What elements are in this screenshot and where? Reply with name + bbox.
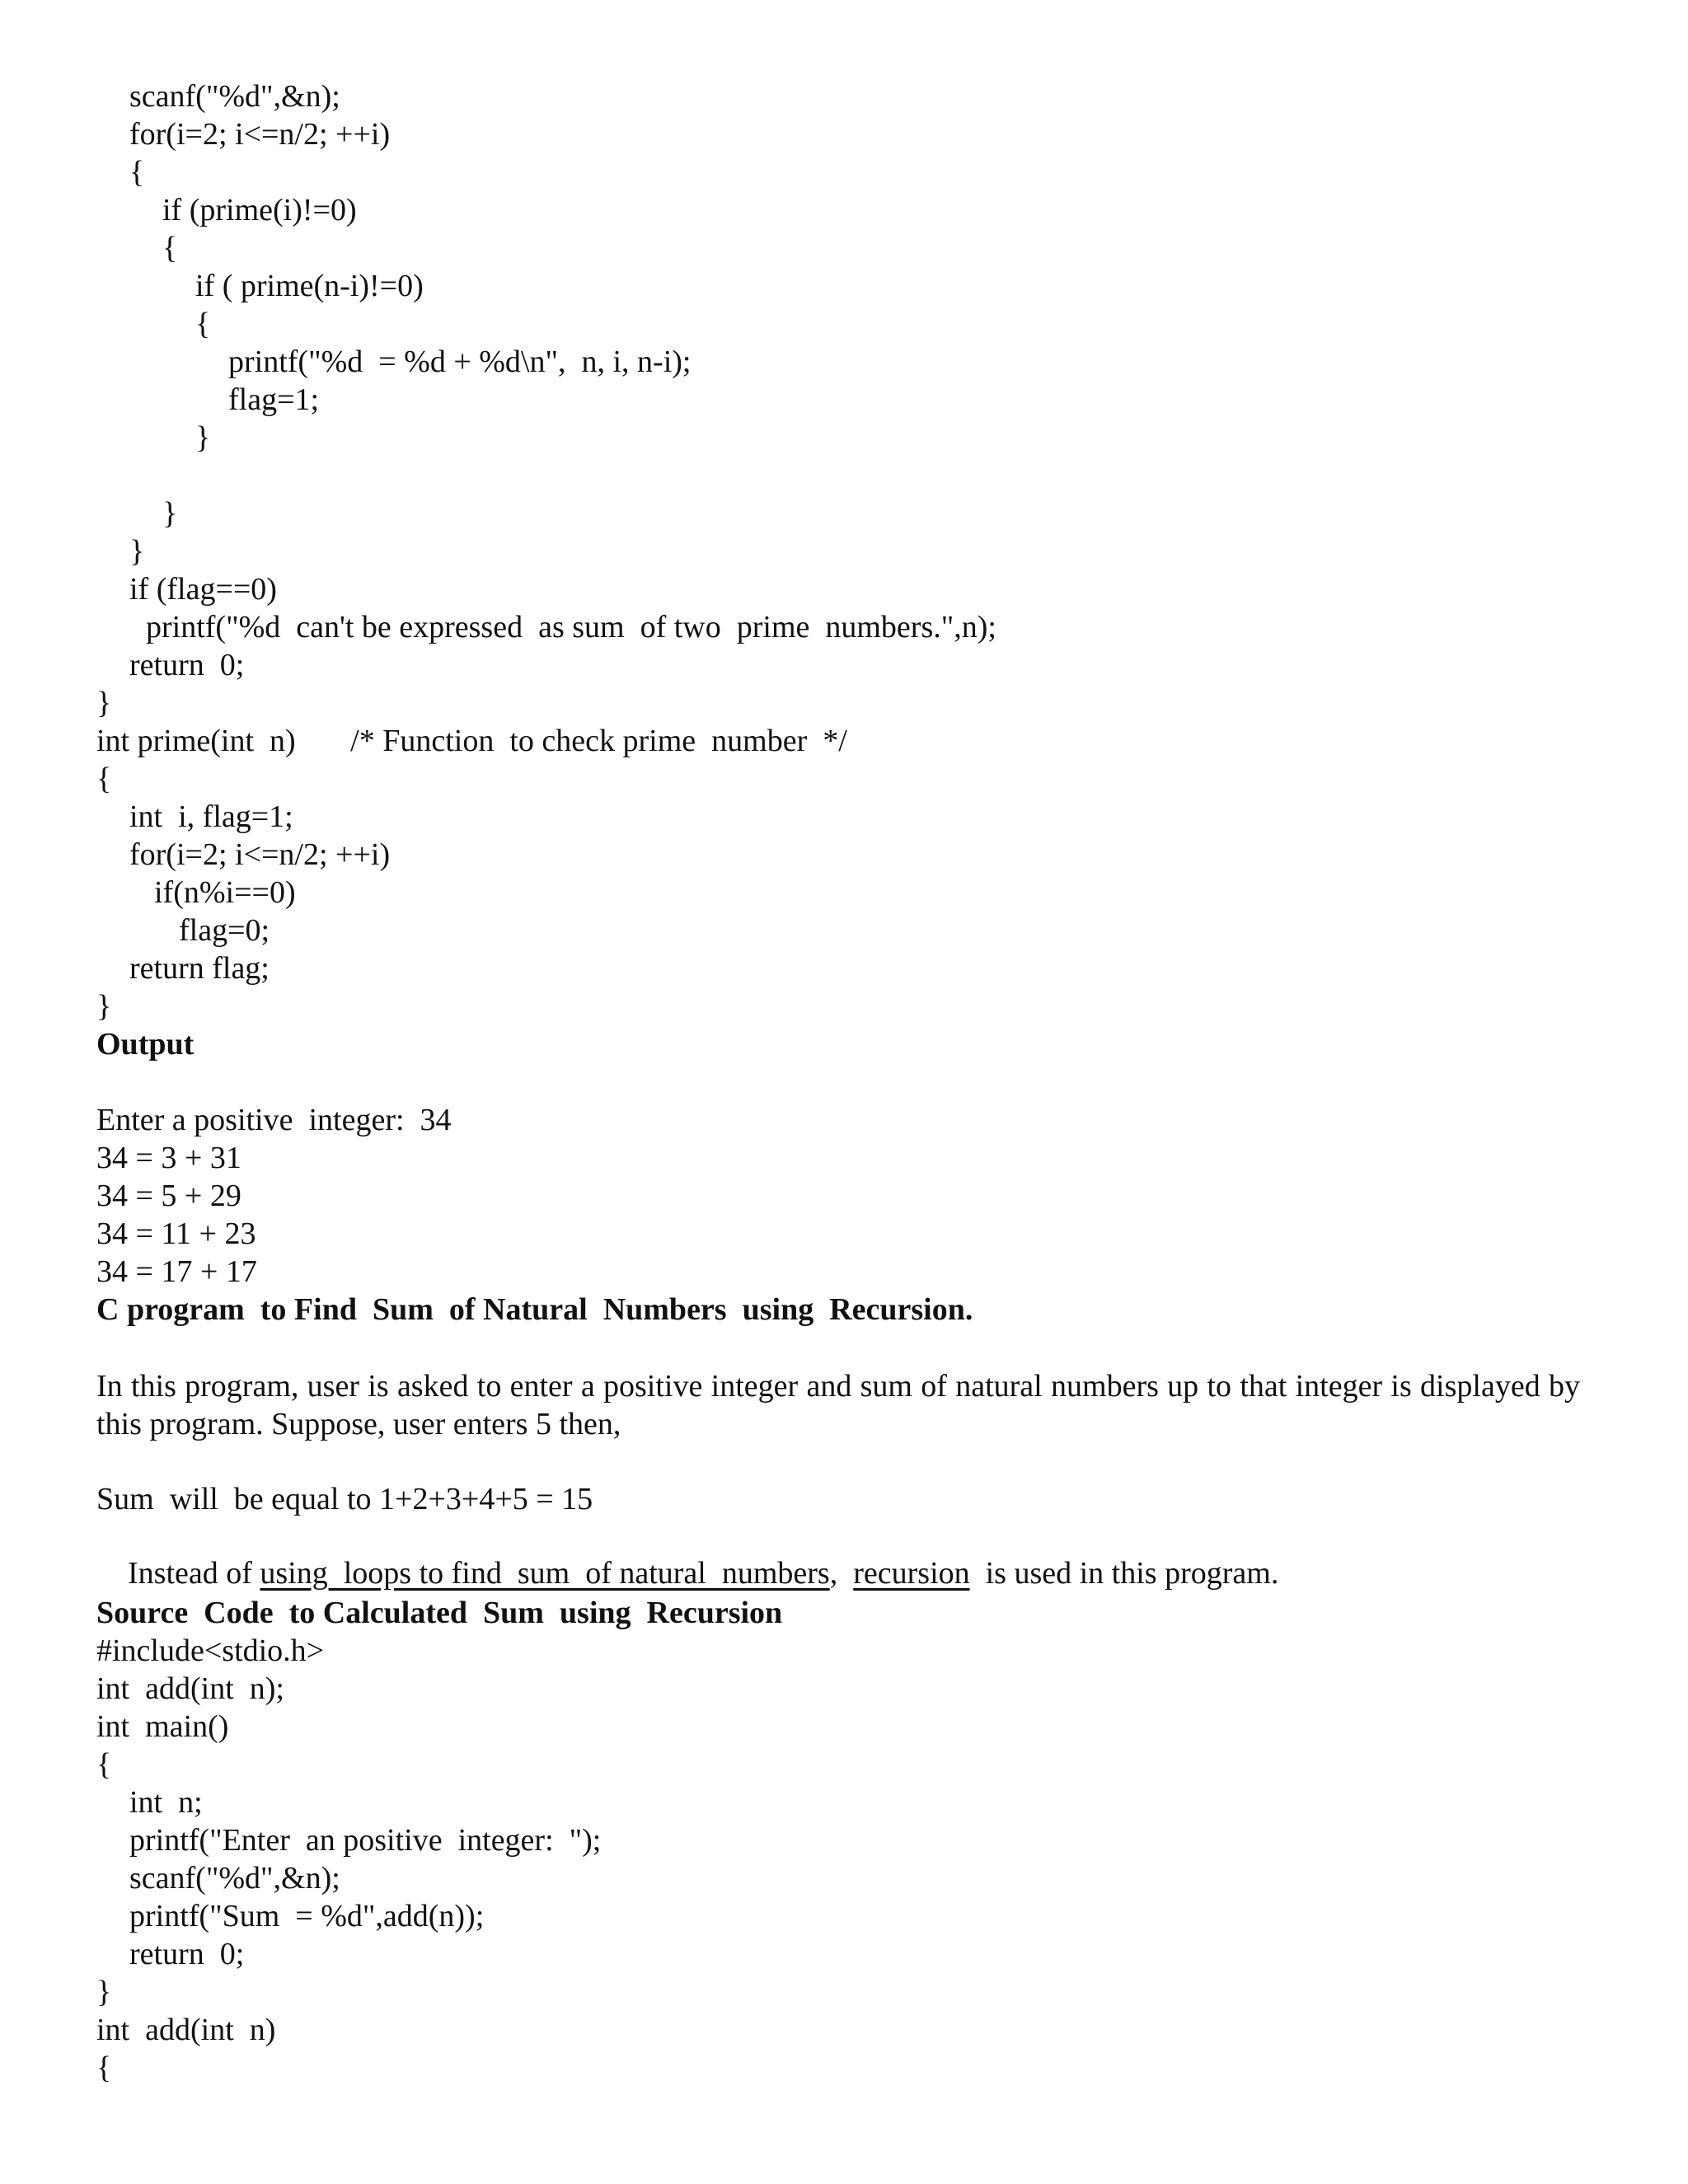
code-line: } — [162, 496, 178, 531]
sum-line: Sum will be equal to 1+2+3+4+5 = 15 — [96, 1482, 593, 1516]
code-line: int n; — [129, 1785, 203, 1820]
code-line: return 0; — [129, 648, 245, 682]
code-line: { — [96, 1747, 112, 1782]
code-line: printf("%d can't be expressed as sum of two prime numbers.",n); — [146, 610, 996, 644]
code-line: if (flag==0) — [129, 572, 277, 607]
loops-sum-link[interactable]: using loops to find sum of natural numbers — [260, 1556, 830, 1591]
code-line: int i, flag=1; — [129, 799, 293, 834]
source-code-heading: Source Code to Calculated Sum using Recursion — [96, 1596, 783, 1630]
instead-suffix: is used in this program. — [969, 1556, 1279, 1591]
code-line: int main() — [96, 1709, 229, 1744]
code-line: return flag; — [129, 951, 270, 986]
code-line: { — [162, 231, 178, 265]
code-line: scanf("%d",&n); — [129, 1861, 340, 1896]
instead-prefix: Instead of — [128, 1556, 260, 1591]
output-line: 34 = 5 + 29 — [96, 1179, 241, 1213]
output-line: 34 = 11 + 23 — [96, 1216, 256, 1251]
code-line: { — [129, 155, 145, 190]
code-line: scanf("%d",&n); — [129, 79, 340, 114]
instead-separator: , — [829, 1556, 854, 1591]
code-line: } — [96, 686, 112, 720]
code-line: } — [129, 534, 145, 569]
code-line: if ( prime(n-i)!=0) — [195, 269, 424, 303]
code-line: int add(int n) — [96, 2013, 276, 2047]
code-line: printf("Sum = %d",add(n)); — [129, 1899, 485, 1933]
output-heading: Output — [96, 1027, 195, 1062]
code-line: if (prime(i)!=0) — [162, 193, 357, 227]
output-line: Enter a positive integer: 34 — [96, 1103, 452, 1137]
code-line: for(i=2; i<=n/2; ++i) — [129, 117, 391, 152]
code-line: } — [96, 1975, 112, 2009]
output-line: 34 = 3 + 31 — [96, 1141, 241, 1175]
code-line: int add(int n); — [96, 1671, 284, 1706]
code-line: flag=1; — [228, 382, 320, 417]
code-line: printf("%d = %d + %d\n", n, i, n-i); — [228, 344, 692, 379]
intro-paragraph: In this program, user is asked to enter a positive integer and sum of natural numbers up to that integer is displayed by this program. Suppose, user enters 5 then, — [96, 1369, 1580, 1441]
code-line: if(n%i==0) — [154, 875, 296, 910]
code-line: return 0; — [129, 1937, 245, 1971]
code-line: #include<stdio.h> — [96, 1633, 325, 1668]
code-line: } — [96, 989, 112, 1024]
code-line: for(i=2; i<=n/2; ++i) — [129, 837, 391, 872]
section-heading: C program to Find Sum of Natural Numbers using Recursion. — [96, 1292, 973, 1327]
recursion-link[interactable]: recursion — [853, 1556, 970, 1591]
code-line: flag=0; — [179, 913, 270, 948]
code-line: { — [195, 307, 211, 341]
code-line: int prime(int n) /* Function to check prime number */ — [96, 724, 847, 758]
output-line: 34 = 17 + 17 — [96, 1254, 257, 1289]
code-line: { — [96, 2050, 112, 2085]
code-line: } — [195, 420, 211, 455]
code-line: { — [96, 762, 112, 796]
code-line: printf("Enter an positive integer: "); — [129, 1823, 602, 1858]
